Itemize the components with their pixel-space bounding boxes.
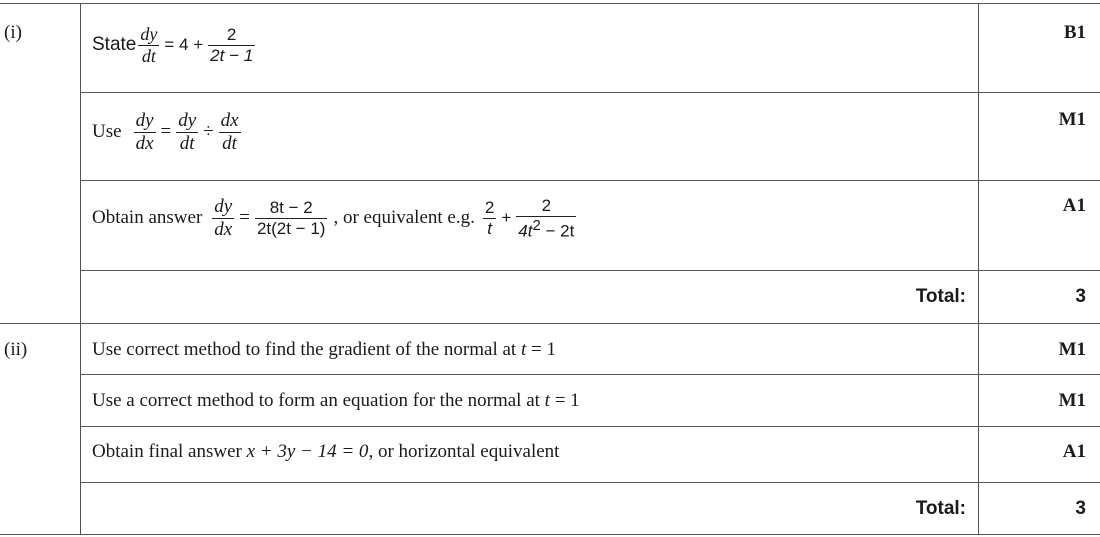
total-value: 3 xyxy=(1075,498,1086,519)
numerator: dy xyxy=(140,24,158,44)
step-word: Use xyxy=(92,121,122,143)
mark-code: M1 xyxy=(1058,390,1086,411)
mark-code: A1 xyxy=(1062,195,1086,216)
derivative-fraction xyxy=(138,24,159,66)
step-word: State xyxy=(92,34,137,56)
mark-code: M1 xyxy=(1058,109,1086,130)
fraction-dx-dt: $\frac{dx}{dt}$ xyxy=(220,110,239,154)
column-divider xyxy=(80,3,81,534)
table-border-bottom xyxy=(0,534,1100,535)
column-divider xyxy=(978,3,979,534)
step-chain-rule xyxy=(92,110,243,155)
mark-code: M1 xyxy=(1058,339,1086,360)
table-border-top xyxy=(0,3,1100,4)
mark-code: A1 xyxy=(1062,441,1086,462)
fraction-dy-dx: $\frac{dy}{dx}$ xyxy=(214,196,233,240)
row-divider xyxy=(80,374,1100,375)
answer-fraction: $\frac{8t - 2}{2t(2t - 1)}$ xyxy=(256,198,326,238)
mark-code: B1 xyxy=(1063,22,1086,43)
fraction-dy-dt: $\frac{dy}{dt}$ xyxy=(178,110,197,154)
equivalent-fraction-2: $\frac{2}{4t^2 - 2t}$ xyxy=(518,196,575,241)
divide-sign: ÷ xyxy=(203,121,214,143)
fraction-dy-dx: $\frac{dy}{dx}$ xyxy=(135,110,154,154)
equals-sign: = xyxy=(239,207,250,229)
denominator: dt xyxy=(141,45,156,66)
total-value: 3 xyxy=(1075,286,1086,307)
numerator: 2 xyxy=(226,25,237,45)
step-equation-normal: Use a correct method to form an equation for the normal at t = 1 xyxy=(92,390,580,411)
step-gradient-normal: Use correct method to find the gradient of the normal at t = 1 xyxy=(92,339,556,360)
row-divider xyxy=(80,426,1100,427)
denominator: 2t − 1 xyxy=(210,45,254,65)
part-label: (ii) xyxy=(4,339,28,360)
total-label: Total: xyxy=(915,286,966,307)
denominator: $4t^2 - 2t$ xyxy=(518,216,575,241)
step-word: Obtain answer xyxy=(92,207,203,229)
equals-term: = 4 + xyxy=(164,35,204,55)
part-divider xyxy=(0,323,1100,324)
final-equation: x + 3y − 14 = 0 xyxy=(246,441,369,462)
row-divider xyxy=(80,180,1100,181)
equivalent-note: , or equivalent e.g. xyxy=(333,207,475,229)
row-divider xyxy=(80,482,1100,483)
row-divider xyxy=(80,270,1100,271)
plus-sign: + xyxy=(501,208,512,228)
equals-sign: = xyxy=(160,121,172,143)
total-label: Total: xyxy=(915,498,966,519)
step-obtain-answer xyxy=(92,196,578,241)
row-divider xyxy=(80,92,1100,93)
step-final-answer: Obtain final answer x + 3y − 14 = 0, or horizontal equivalent xyxy=(92,441,560,462)
fraction-term xyxy=(208,25,255,65)
part-label: (i) xyxy=(4,22,22,43)
step-state-derivative xyxy=(92,24,257,66)
equivalent-fraction-1: $\frac{2}{t}$ xyxy=(484,198,495,238)
